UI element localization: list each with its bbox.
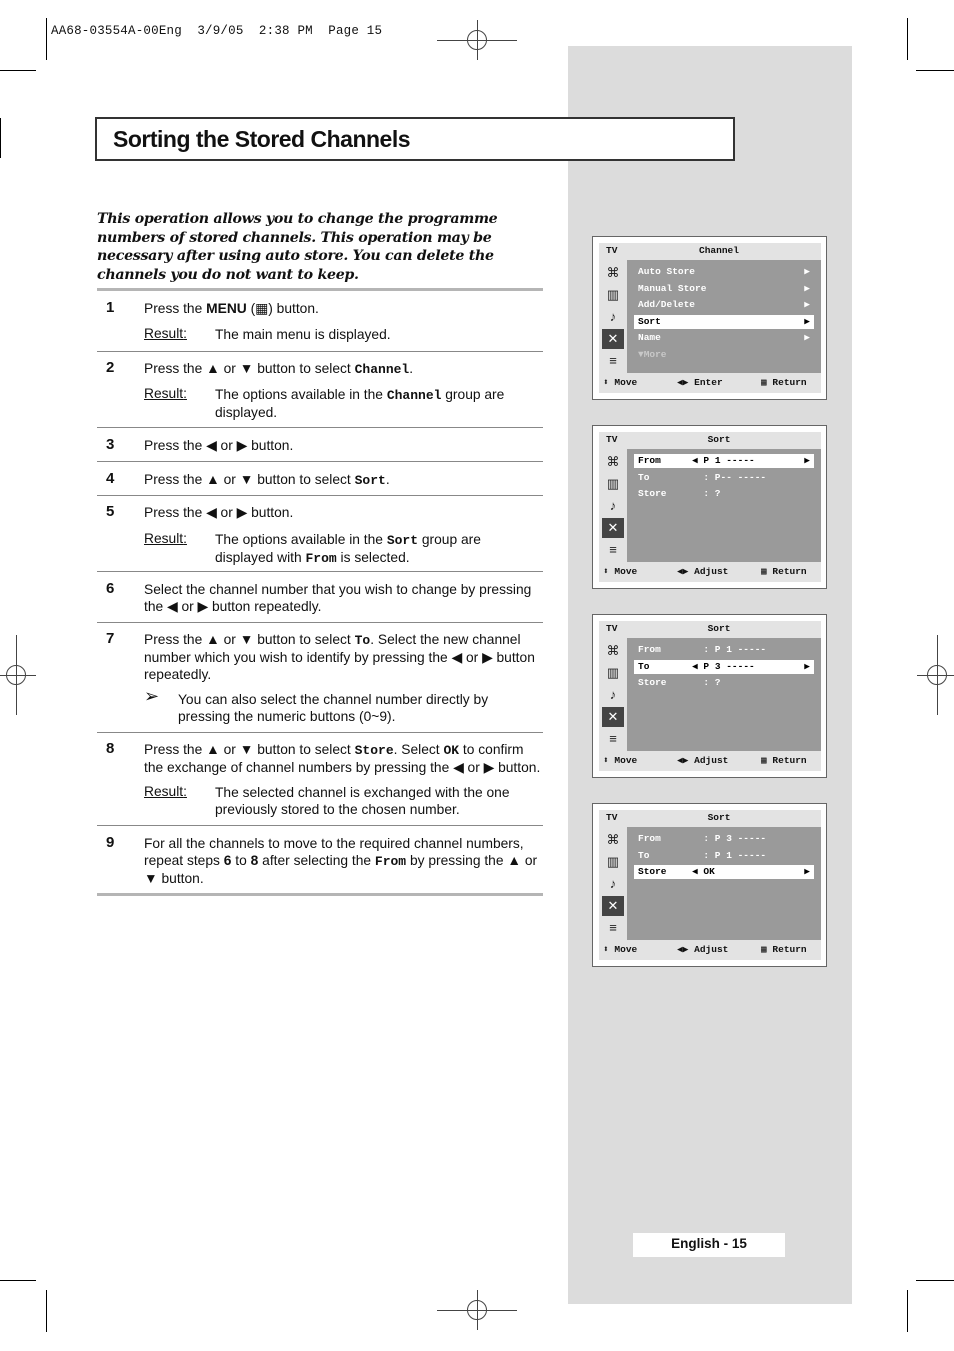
divider	[97, 427, 543, 428]
channel-icon: ▥	[606, 287, 620, 302]
step-instruction: Select the channel number that you wish to change by pressing the ◀ or ▶ button repeatedly.	[144, 582, 532, 614]
tv-screen-2	[592, 425, 827, 589]
osd-footer	[599, 751, 821, 771]
osd-item-label: To	[638, 660, 650, 672]
osd-arrow-icon: ▶	[804, 282, 810, 294]
osd-title: Channel	[699, 245, 739, 256]
osd-header	[599, 810, 821, 827]
result-text: The main menu is displayed.	[215, 327, 391, 342]
osd-menu-item	[634, 849, 814, 863]
page-number: English - 15	[633, 1233, 785, 1257]
osd-item-label: Manual Store	[638, 282, 707, 294]
osd-item-label: From	[638, 644, 661, 655]
result-label: Result:	[144, 386, 187, 401]
divider	[97, 351, 543, 352]
channel-icon: ▥	[606, 476, 620, 491]
note-arrow-icon: ➢	[144, 686, 160, 706]
step-instruction: For all the channels to move to the required channel numbers, repeat steps 6 to 8 after selecting the From by pressing the ▲ or ▼ button.	[144, 836, 538, 886]
divider	[97, 288, 543, 291]
osd-item-value: : P-- -----	[692, 471, 767, 483]
osd-adjust-hint: ◀▶ Adjust	[677, 944, 729, 955]
note-text: You can also select the channel number directly by pressing the numeric buttons (0~9).	[178, 692, 489, 724]
osd-return-hint: ▦ Return	[761, 566, 807, 577]
osd-tv-label: TV	[606, 434, 618, 445]
osd-title: Sort	[707, 623, 731, 634]
registration-mark	[917, 675, 954, 676]
osd-item-value: : P 1 -----	[692, 849, 767, 861]
osd-title: Sort	[707, 434, 731, 445]
osd-tv-label: TV	[606, 245, 618, 256]
step-instruction: Press the ▲ or ▼ button to select Sort.	[144, 472, 390, 488]
osd-icon-bar	[599, 449, 627, 562]
step-instruction: Press the ◀ or ▶ button.	[144, 438, 294, 453]
print-header: AA68-03554A-00Eng 3/9/05 2:38 PM Page 15	[51, 24, 383, 38]
osd-item-value: ◀ P 1 -----	[692, 455, 755, 466]
osd-tv-label: TV	[606, 623, 618, 634]
osd-item-value: ◀ P 3 -----	[692, 660, 755, 672]
osd-item-label: Store	[638, 866, 667, 878]
title-box	[95, 117, 735, 161]
osd-move-hint: ⬍ Move	[603, 944, 638, 955]
osd-tv-label: TV	[606, 812, 618, 823]
osd-item-label: Sort	[638, 315, 661, 327]
osd-return-hint: ▦ Return	[761, 377, 807, 388]
crop-mark	[916, 70, 954, 71]
osd-menu-item	[634, 471, 814, 485]
osd-item-value: : P 3 -----	[692, 833, 767, 844]
channel-icon: ▥	[606, 665, 620, 680]
tv-icon: ⌘	[606, 643, 620, 658]
osd-menu-item	[634, 331, 814, 345]
result-text: The options available in the Channel group are displayed.	[215, 387, 505, 420]
osd-menu-item	[634, 865, 814, 879]
osd-menu-item	[634, 265, 814, 279]
divider	[97, 622, 543, 623]
step-number: 5	[106, 503, 115, 520]
osd-arrow-icon: ▶	[804, 660, 810, 672]
divider	[97, 732, 543, 733]
result-text: The options available in the Sort group are displayed with From is selected.	[215, 532, 481, 566]
crop-mark	[907, 18, 908, 60]
sound-icon: ♪	[609, 876, 617, 891]
step-number: 1	[106, 299, 115, 316]
osd-item-value: : P 1 -----	[692, 644, 767, 655]
step-instruction: Press the MENU (▦) button.	[144, 301, 319, 316]
osd-menu	[599, 621, 821, 771]
osd-item-label: Store	[638, 488, 667, 500]
osd-arrow-icon: ▶	[804, 455, 810, 466]
osd-menu-item	[634, 487, 814, 501]
page-title: Sorting the Stored Channels	[113, 126, 411, 152]
osd-item-label: From	[638, 455, 661, 466]
antenna-icon: ✕	[602, 707, 624, 727]
antenna-icon: ✕	[602, 896, 624, 916]
setup-icon: ≡	[609, 731, 617, 746]
osd-arrow-icon: ▶	[804, 266, 810, 277]
osd-menu-item	[634, 832, 814, 846]
osd-footer	[599, 940, 821, 960]
step-number: 7	[106, 630, 115, 647]
setup-icon: ≡	[609, 542, 617, 557]
registration-mark	[937, 635, 938, 715]
antenna-icon: ✕	[602, 518, 624, 538]
osd-footer	[599, 562, 821, 582]
osd-menu-item	[634, 315, 814, 329]
step-instruction: Press the ▲ or ▼ button to select Channel.	[144, 361, 414, 377]
osd-menu	[599, 810, 821, 960]
osd-icon-bar	[599, 827, 627, 940]
divider	[97, 461, 543, 462]
setup-icon: ≡	[609, 920, 617, 935]
crop-mark	[0, 118, 1, 158]
osd-menu-item	[634, 282, 814, 296]
osd-item-value: : ?	[692, 488, 721, 500]
osd-return-hint: ▦ Return	[761, 755, 807, 766]
osd-title: Sort	[707, 812, 731, 823]
osd-item-label: ▼More	[638, 349, 667, 360]
sound-icon: ♪	[609, 498, 617, 513]
registration-mark	[0, 675, 36, 676]
osd-arrow-icon: ▶	[804, 332, 810, 344]
osd-arrow-icon: ▶	[804, 866, 810, 878]
osd-item-label: To	[638, 849, 650, 861]
osd-item-label: Auto Store	[638, 266, 696, 277]
osd-menu-item	[634, 643, 814, 657]
result-label: Result:	[144, 326, 187, 341]
osd-menu-item	[634, 298, 814, 312]
divider	[97, 495, 543, 496]
crop-mark	[907, 1290, 908, 1332]
osd-footer	[599, 373, 821, 393]
step-instruction: Press the ▲ or ▼ button to select To. Select the new channel number which you wish to identify by pressing the ◀ or ▶ button repeatedly.	[144, 632, 535, 682]
osd-move-hint: ⬍ Move	[603, 377, 638, 388]
osd-menu-item	[634, 348, 814, 362]
tv-screen-4	[592, 803, 827, 967]
result-text: The selected channel is exchanged with the one previously stored to the chosen number.	[215, 785, 510, 817]
osd-header	[599, 432, 821, 449]
setup-icon: ≡	[609, 353, 617, 368]
osd-icon-bar	[599, 260, 627, 373]
osd-header	[599, 621, 821, 638]
intro-paragraph: This operation allows you to change the programme numbers of stored channels. This operation may be necessary after using auto store. You can delete the channels you do not want to keep.	[97, 211, 498, 283]
osd-item-label: From	[638, 833, 661, 844]
osd-item-label: To	[638, 471, 650, 483]
crop-mark	[46, 1290, 47, 1332]
osd-menu-item	[634, 660, 814, 674]
osd-adjust-hint: ◀▶ Adjust	[677, 755, 729, 766]
osd-icon-bar	[599, 638, 627, 751]
antenna-icon: ✕	[602, 329, 624, 349]
step-instruction: Press the ◀ or ▶ button.	[144, 505, 294, 520]
result-label: Result:	[144, 531, 187, 546]
sound-icon: ♪	[609, 309, 617, 324]
osd-menu-item	[634, 676, 814, 690]
crop-mark	[0, 1280, 36, 1281]
osd-menu	[599, 243, 821, 393]
tv-screen-1	[592, 236, 827, 400]
osd-menu-item	[634, 454, 814, 468]
registration-mark	[477, 1290, 478, 1330]
crop-mark	[0, 70, 36, 71]
osd-menu	[599, 432, 821, 582]
crop-mark	[46, 18, 47, 60]
sound-icon: ♪	[609, 687, 617, 702]
divider	[97, 825, 543, 826]
step-instruction: Press the ▲ or ▼ button to select Store. Select OK to confirm the exchange of channel numbers by pressing the ◀ or ▶ button.	[144, 742, 541, 775]
osd-adjust-hint: ◀▶ Enter	[677, 377, 723, 388]
crop-mark	[916, 1280, 954, 1281]
tv-icon: ⌘	[606, 265, 620, 280]
result-label: Result:	[144, 784, 187, 799]
osd-item-value: : ?	[692, 677, 721, 689]
tv-icon: ⌘	[606, 454, 620, 469]
osd-adjust-hint: ◀▶ Adjust	[677, 566, 729, 577]
registration-mark	[16, 635, 17, 715]
step-number: 9	[106, 834, 115, 851]
osd-return-hint: ▦ Return	[761, 944, 807, 955]
osd-move-hint: ⬍ Move	[603, 566, 638, 577]
tv-screen-3	[592, 614, 827, 778]
osd-move-hint: ⬍ Move	[603, 755, 638, 766]
osd-arrow-icon: ▶	[804, 299, 810, 311]
osd-item-label: Add/Delete	[638, 299, 696, 311]
step-number: 2	[106, 359, 115, 376]
divider	[97, 571, 543, 572]
registration-mark	[477, 20, 478, 60]
step-number: 8	[106, 740, 115, 757]
step-number: 3	[106, 436, 115, 453]
osd-item-label: Store	[638, 677, 667, 689]
channel-icon: ▥	[606, 854, 620, 869]
step-number: 4	[106, 470, 115, 487]
divider	[97, 893, 543, 896]
tv-icon: ⌘	[606, 832, 620, 847]
osd-item-label: Name	[638, 332, 661, 344]
step-number: 6	[106, 580, 115, 597]
osd-arrow-icon: ▶	[804, 315, 810, 327]
osd-header	[599, 243, 821, 260]
osd-item-value: ◀ OK	[692, 866, 715, 878]
